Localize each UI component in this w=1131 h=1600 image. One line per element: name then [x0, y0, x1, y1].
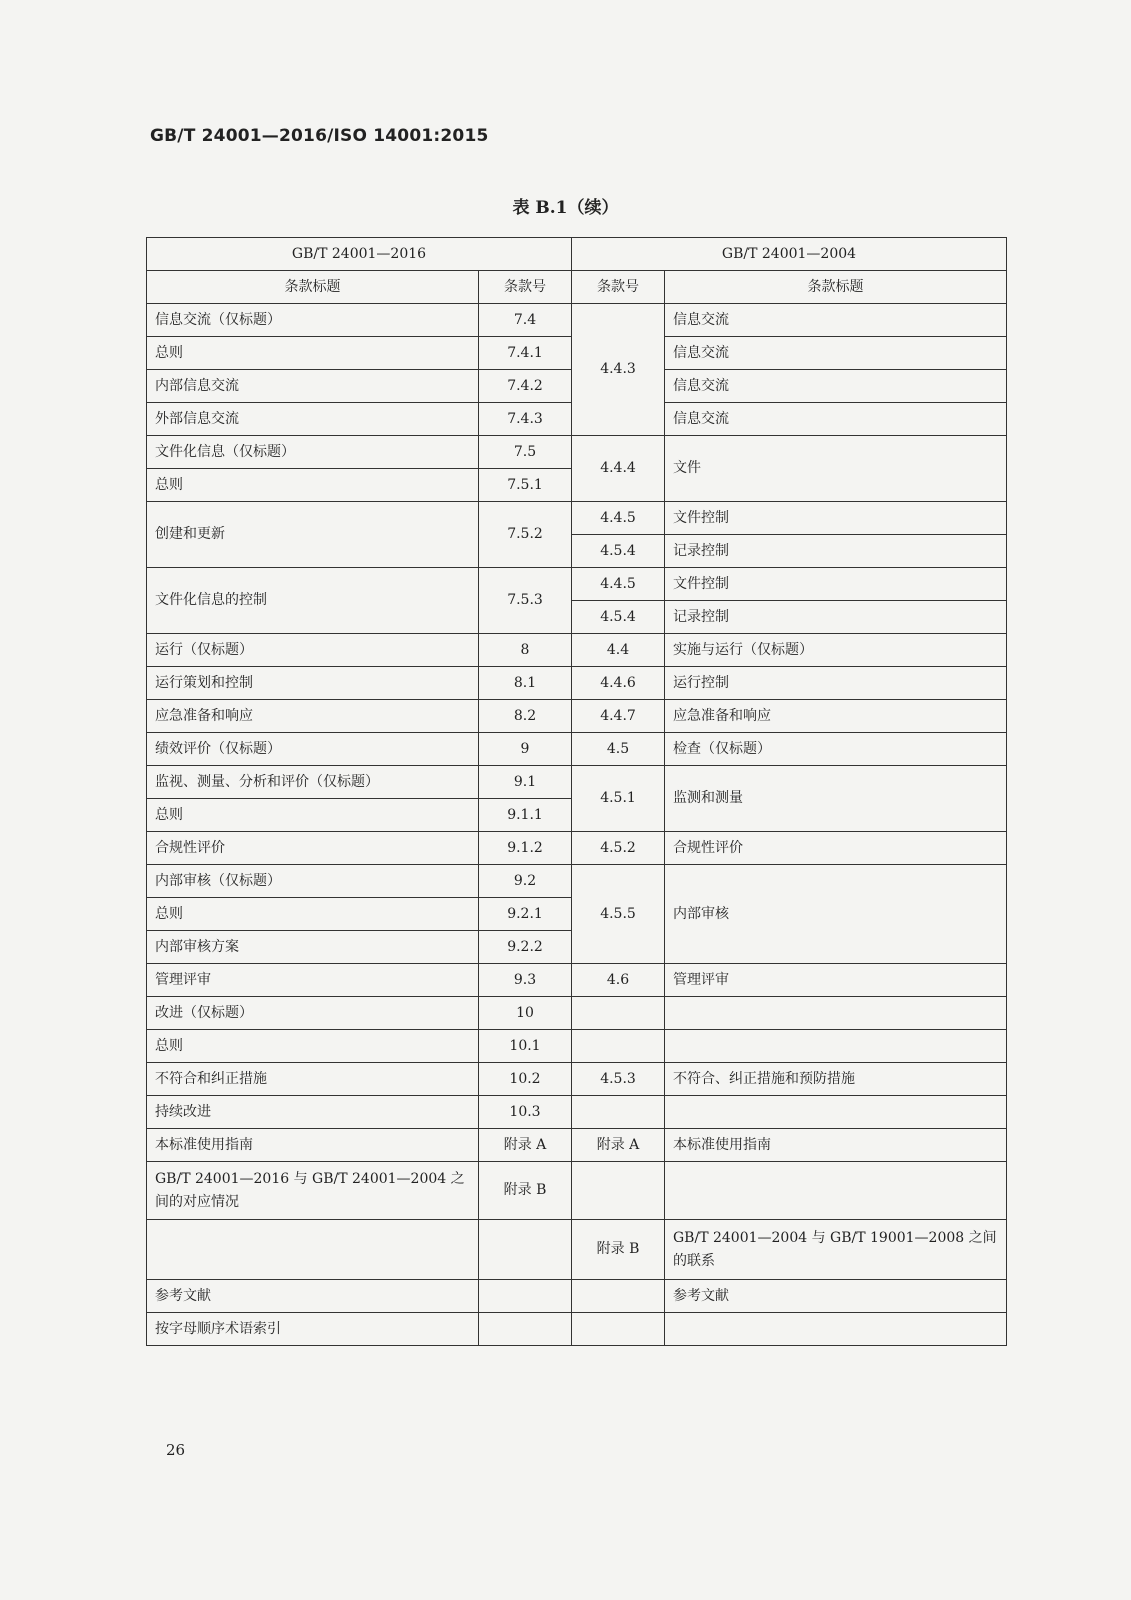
clause-number-2004: 4.5.4 [572, 601, 665, 634]
clause-title-2016: 文件化信息的控制 [147, 568, 479, 634]
clause-number-2004: 4.5 [572, 733, 665, 766]
clause-title-2004: 信息交流 [665, 403, 1007, 436]
clause-title-2016: 参考文献 [147, 1280, 479, 1313]
clause-title-2004: 本标准使用指南 [665, 1129, 1007, 1162]
clause-title-2004: 合规性评价 [665, 832, 1007, 865]
table-row [147, 997, 1007, 1030]
clause-title-2016: 本标准使用指南 [147, 1129, 479, 1162]
clause-number-2016: 9.2 [479, 865, 572, 898]
clause-title-2004: 记录控制 [665, 601, 1007, 634]
document-code-header: GB/T 24001—2016/ISO 14001:2015 [150, 126, 489, 146]
clause-number-2004: 4.4.5 [572, 502, 665, 535]
table-row [147, 1129, 1007, 1162]
clause-number-2004 [572, 1162, 665, 1220]
table-row [147, 1162, 1007, 1220]
clause-number-2016: 10 [479, 997, 572, 1030]
clause-number-2016: 10.2 [479, 1063, 572, 1096]
table-row [147, 700, 1007, 733]
clause-title-2004: 运行控制 [665, 667, 1007, 700]
clause-number-2004 [572, 1280, 665, 1313]
clause-number-2016: 10.1 [479, 1030, 572, 1063]
clause-number-2016: 7.4 [479, 304, 572, 337]
clause-number-2016: 9.1 [479, 766, 572, 799]
group-header-2004: GB/T 24001—2004 [572, 238, 1007, 271]
clause-number-2016: 7.5.1 [479, 469, 572, 502]
clause-title-2016: 改进（仅标题） [147, 997, 479, 1030]
clause-title-2016: 按字母顺序术语索引 [147, 1313, 479, 1346]
clause-title-2016: 信息交流（仅标题） [147, 304, 479, 337]
clause-title-2016: 内部审核（仅标题） [147, 865, 479, 898]
col-header-num-2004: 条款号 [572, 271, 665, 304]
clause-title-2016: 总则 [147, 898, 479, 931]
table-row [147, 1313, 1007, 1346]
clause-title-2004: 文件控制 [665, 568, 1007, 601]
clause-title-2004: 记录控制 [665, 535, 1007, 568]
clause-number-2016: 7.4.2 [479, 370, 572, 403]
clause-title-2016: GB/T 24001—2016 与 GB/T 24001—2004 之间的对应情况 [147, 1162, 479, 1220]
clause-title-2004 [665, 997, 1007, 1030]
clause-number-2004: 4.5.4 [572, 535, 665, 568]
table-row [147, 832, 1007, 865]
clause-number-2016: 9 [479, 733, 572, 766]
clause-number-2004: 4.4.5 [572, 568, 665, 601]
clause-number-2016: 8.2 [479, 700, 572, 733]
clause-number-2016: 9.2.1 [479, 898, 572, 931]
clause-number-2004: 4.4.7 [572, 700, 665, 733]
table-row [147, 1030, 1007, 1063]
clause-number-2016 [479, 1220, 572, 1280]
clause-title-2004: 信息交流 [665, 370, 1007, 403]
clause-title-2016: 内部审核方案 [147, 931, 479, 964]
clause-number-2016: 7.5 [479, 436, 572, 469]
clause-title-2004: 实施与运行（仅标题） [665, 634, 1007, 667]
clause-title-2016: 管理评审 [147, 964, 479, 997]
table-row [147, 865, 1007, 898]
clause-title-2016: 合规性评价 [147, 832, 479, 865]
clause-number-2016: 附录 A [479, 1129, 572, 1162]
table-row [147, 436, 1007, 469]
clause-number-2004: 4.6 [572, 964, 665, 997]
clause-title-2016: 绩效评价（仅标题） [147, 733, 479, 766]
clause-title-2016: 创建和更新 [147, 502, 479, 568]
table-row [147, 766, 1007, 799]
table-row [147, 1096, 1007, 1129]
clause-number-2004: 4.4 [572, 634, 665, 667]
clause-title-2016: 内部信息交流 [147, 370, 479, 403]
clause-number-2016: 10.3 [479, 1096, 572, 1129]
table-row [147, 304, 1007, 337]
clause-title-2016: 应急准备和响应 [147, 700, 479, 733]
table-row [147, 733, 1007, 766]
clause-number-2016: 9.1.1 [479, 799, 572, 832]
clause-number-2016: 7.5.2 [479, 502, 572, 568]
clause-number-2016: 9.1.2 [479, 832, 572, 865]
table-group-header-row [147, 238, 1007, 271]
correspondence-table [146, 237, 1007, 1346]
table-row [147, 964, 1007, 997]
clause-number-2004: 4.4.3 [572, 304, 665, 436]
clause-title-2016: 运行（仅标题） [147, 634, 479, 667]
clause-title-2004: 信息交流 [665, 304, 1007, 337]
clause-number-2004: 4.5.2 [572, 832, 665, 865]
clause-title-2016: 不符合和纠正措施 [147, 1063, 479, 1096]
clause-number-2016: 8 [479, 634, 572, 667]
clause-title-2016: 总则 [147, 469, 479, 502]
clause-number-2004: 4.4.6 [572, 667, 665, 700]
clause-title-2004 [665, 1162, 1007, 1220]
clause-number-2004: 4.5.3 [572, 1063, 665, 1096]
clause-title-2004 [665, 1096, 1007, 1129]
clause-number-2004: 4.4.4 [572, 436, 665, 502]
clause-title-2004 [665, 1030, 1007, 1063]
clause-title-2004: GB/T 24001—2004 与 GB/T 19001—2008 之间的联系 [665, 1220, 1007, 1280]
col-header-title-2004: 条款标题 [665, 271, 1007, 304]
clause-title-2004: 内部审核 [665, 865, 1007, 964]
table-row [147, 1220, 1007, 1280]
table-row [147, 1063, 1007, 1096]
clause-title-2004: 参考文献 [665, 1280, 1007, 1313]
col-header-title-2016: 条款标题 [147, 271, 479, 304]
table-row [147, 1280, 1007, 1313]
clause-title-2004: 文件 [665, 436, 1007, 502]
clause-title-2016: 总则 [147, 337, 479, 370]
clause-title-2016 [147, 1220, 479, 1280]
clause-title-2004: 不符合、纠正措施和预防措施 [665, 1063, 1007, 1096]
clause-title-2004: 管理评审 [665, 964, 1007, 997]
clause-number-2004 [572, 1096, 665, 1129]
clause-title-2004: 信息交流 [665, 337, 1007, 370]
col-header-num-2016: 条款号 [479, 271, 572, 304]
clause-title-2004 [665, 1313, 1007, 1346]
table-row [147, 634, 1007, 667]
clause-number-2004: 附录 A [572, 1129, 665, 1162]
clause-number-2004: 4.5.5 [572, 865, 665, 964]
clause-title-2004: 文件控制 [665, 502, 1007, 535]
table-row [147, 667, 1007, 700]
clause-number-2004 [572, 1313, 665, 1346]
clause-number-2016: 9.2.2 [479, 931, 572, 964]
table-row [147, 502, 1007, 535]
clause-title-2016: 监视、测量、分析和评价（仅标题） [147, 766, 479, 799]
clause-title-2016: 总则 [147, 799, 479, 832]
page-number: 26 [166, 1441, 186, 1459]
table-column-header-row [147, 271, 1007, 304]
clause-number-2004: 附录 B [572, 1220, 665, 1280]
clause-title-2016: 外部信息交流 [147, 403, 479, 436]
clause-number-2016: 9.3 [479, 964, 572, 997]
clause-number-2016: 8.1 [479, 667, 572, 700]
clause-number-2004 [572, 997, 665, 1030]
clause-number-2004 [572, 1030, 665, 1063]
clause-title-2004: 监测和测量 [665, 766, 1007, 832]
clause-number-2016: 7.4.1 [479, 337, 572, 370]
clause-title-2004: 检查（仅标题） [665, 733, 1007, 766]
table-title: 表 B.1（续） [512, 198, 619, 218]
table-row [147, 568, 1007, 601]
clause-title-2016: 总则 [147, 1030, 479, 1063]
clause-number-2016 [479, 1280, 572, 1313]
clause-title-2004: 应急准备和响应 [665, 700, 1007, 733]
clause-number-2016: 附录 B [479, 1162, 572, 1220]
clause-title-2016: 运行策划和控制 [147, 667, 479, 700]
clause-number-2016: 7.5.3 [479, 568, 572, 634]
clause-number-2016: 7.4.3 [479, 403, 572, 436]
clause-number-2004: 4.5.1 [572, 766, 665, 832]
clause-number-2016 [479, 1313, 572, 1346]
clause-title-2016: 文件化信息（仅标题） [147, 436, 479, 469]
group-header-2016: GB/T 24001—2016 [147, 238, 572, 271]
clause-title-2016: 持续改进 [147, 1096, 479, 1129]
